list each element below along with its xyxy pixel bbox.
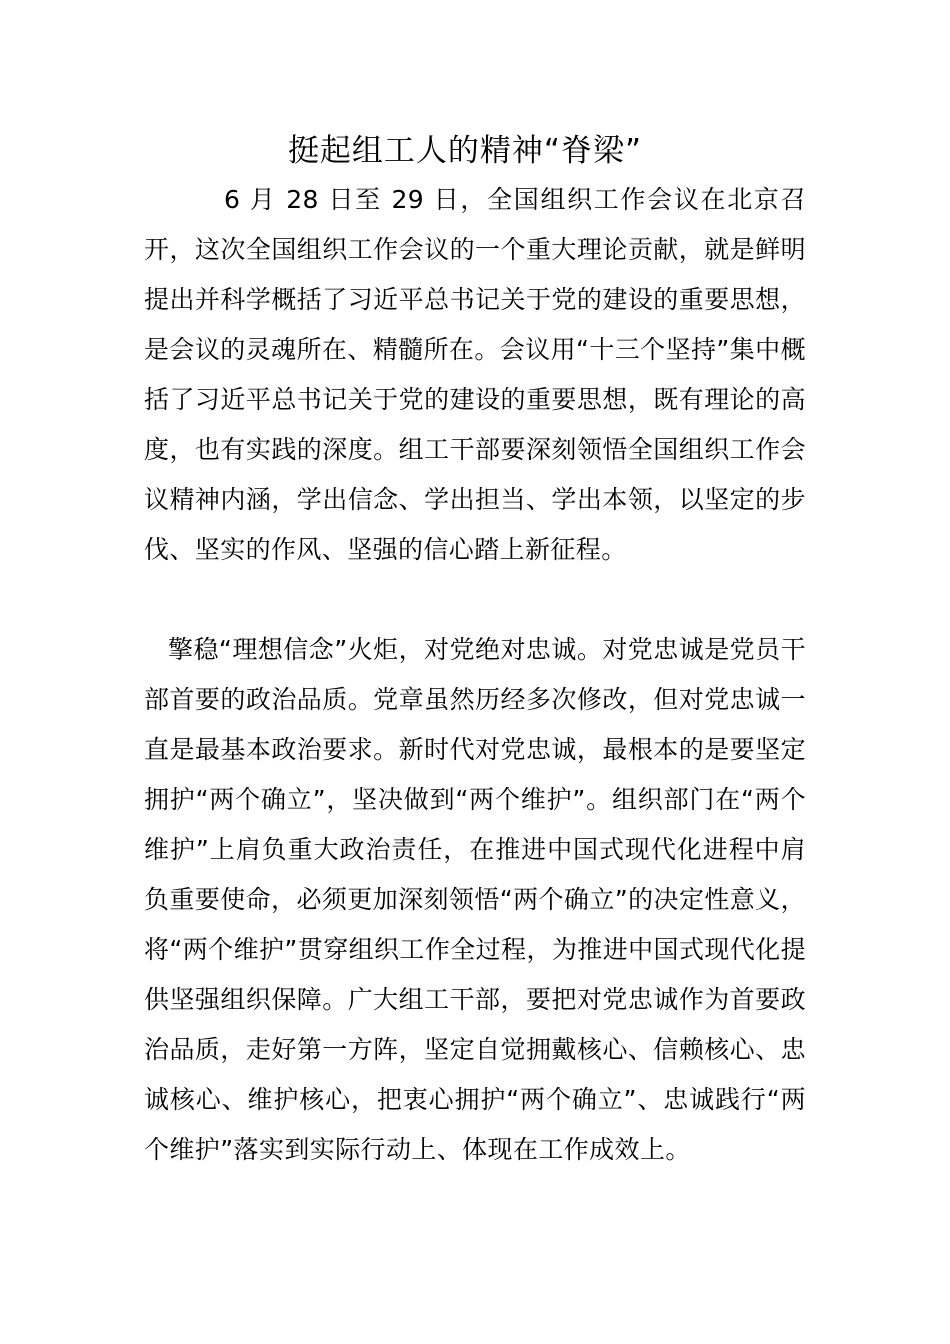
paragraph-2: 擎稳“理想信念”火炬，对党绝对忠诚。对党忠诚是党员干部首要的政治品质。党章虽然历经多次修改，但对党忠诚一直是最基本政治要求。新时代对党忠诚，最根本的是要坚定拥护“两个确立”，坚决做到“两个维护”。组织部门在“两个维护”上肩负重大政治责任，在推进中国式现代化进程中肩负重要使命，必须更加深刻领悟“两个确立”的决定性意义，将“两个维护”贯穿组织工作全过程，为推进中国式现代化提供坚强组织保障。广大组工干部，要把对党忠诚作为首要政治品质，走好第一方阵，坚定自觉拥戴核心、信赖核心、忠诚核心、维护核心，把衷心拥护“两个确立”、忠诚践行“两个维护”落实到实际行动上、体现在工作成效上。 (144, 635, 806, 1164)
document-title: 挺起组工人的精神“脊梁” (287, 133, 643, 169)
paragraph-1: 6 月 28 日至 29 日，全国组织工作会议在北京召开，这次全国组织工作会议的一个重大理论贡献，就是鲜明提出并科学概括了习近平总书记关于党的建设的重要思想，是会议的灵魂所在、精髓所在。会议用“十三个坚持”集中概括了习近平总书记关于党的建设的重要思想，既有理论的高度，也有实践的深度。组工干部要深刻领悟全国组织工作会议精神内涵，学出信念、学出担当、学出本领，以坚定的步伐、坚实的作风、坚强的信心踏上新征程。 (144, 185, 806, 564)
